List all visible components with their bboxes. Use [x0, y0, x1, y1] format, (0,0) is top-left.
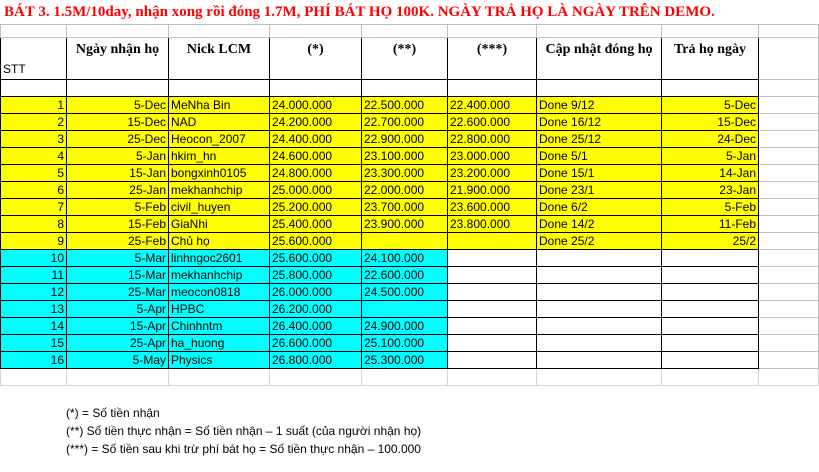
row-number[interactable]: 10: [1, 250, 67, 267]
sau-phi-cell[interactable]: [448, 318, 537, 335]
tra-ho-ngay-cell[interactable]: [662, 250, 759, 267]
empty-cell[interactable]: [169, 369, 270, 386]
ngay-nhan-cell[interactable]: 25-Jan: [67, 182, 169, 199]
cap-nhat-cell[interactable]: Done 14/2: [537, 216, 662, 233]
tra-ho-ngay-cell[interactable]: 24-Dec: [662, 131, 759, 148]
row-number[interactable]: 14: [1, 318, 67, 335]
row-number[interactable]: 2: [1, 114, 67, 131]
sau-phi-cell[interactable]: [448, 301, 537, 318]
cap-nhat-cell[interactable]: Done 23/1: [537, 182, 662, 199]
header-cap-nhat-dong-ho[interactable]: Cập nhật đóng họ: [537, 38, 662, 80]
table-row: [1, 114, 819, 131]
ngay-nhan-cell[interactable]: 25-Mar: [67, 284, 169, 301]
header-so-tien-nhan[interactable]: (*): [270, 38, 362, 80]
so-tien-nhan-cell[interactable]: 25.000.000: [270, 182, 362, 199]
cap-nhat-cell[interactable]: Done 15/1: [537, 165, 662, 182]
ngay-nhan-cell[interactable]: 25-Dec: [67, 131, 169, 148]
tra-ho-ngay-cell[interactable]: 15-Dec: [662, 114, 759, 131]
note-line: (**) Số tiền thực nhận = Số tiền nhận – 1 suất (của người nhận họ): [66, 424, 422, 438]
empty-row: [1, 80, 819, 97]
nick-cell[interactable]: mekhanhchip: [169, 182, 270, 199]
header-tra-ho-ngay[interactable]: Trả họ ngày: [662, 38, 759, 80]
tra-ho-ngay-cell[interactable]: [662, 352, 759, 369]
nick-cell[interactable]: linhngoc2601: [169, 250, 270, 267]
so-tien-thuc-nhan-cell[interactable]: 25.100.000: [362, 335, 448, 352]
so-tien-nhan-cell[interactable]: 26.200.000: [270, 301, 362, 318]
cap-nhat-cell[interactable]: [537, 284, 662, 301]
sau-phi-cell[interactable]: [448, 267, 537, 284]
row-number[interactable]: 3: [1, 131, 67, 148]
tra-ho-ngay-cell[interactable]: 5-Feb: [662, 199, 759, 216]
row-number[interactable]: 7: [1, 199, 67, 216]
nick-cell[interactable]: Physics: [169, 352, 270, 369]
empty-cell[interactable]: [759, 38, 819, 80]
tra-ho-ngay-cell[interactable]: 5-Dec: [662, 97, 759, 114]
sau-phi-cell[interactable]: [448, 233, 537, 250]
cap-nhat-cell[interactable]: Done 16/12: [537, 114, 662, 131]
so-tien-nhan-cell[interactable]: 24.800.000: [270, 165, 362, 182]
so-tien-thuc-nhan-cell[interactable]: 22.500.000: [362, 97, 448, 114]
sau-phi-cell[interactable]: [448, 352, 537, 369]
table-row: [1, 284, 819, 301]
empty-cell[interactable]: [759, 233, 819, 250]
table-row: [1, 216, 819, 233]
note-line: (*) = Số tiền nhận: [66, 406, 160, 420]
row-number[interactable]: 13: [1, 301, 67, 318]
note-line: (***) = Số tiền sau khi trừ phí bát họ = Số tiền thực nhận – 100.000: [66, 442, 421, 456]
so-tien-nhan-cell[interactable]: 24.400.000: [270, 131, 362, 148]
ngay-nhan-cell[interactable]: 5-Apr: [67, 301, 169, 318]
sau-phi-cell[interactable]: 22.600.000: [448, 114, 537, 131]
nick-cell[interactable]: Heocon_2007: [169, 131, 270, 148]
sau-phi-cell[interactable]: 23.800.000: [448, 216, 537, 233]
tra-ho-ngay-cell[interactable]: 25/2: [662, 233, 759, 250]
ngay-nhan-cell[interactable]: 15-Mar: [67, 267, 169, 284]
cap-nhat-cell[interactable]: [537, 301, 662, 318]
table-row: [1, 318, 819, 335]
sau-phi-cell[interactable]: [448, 284, 537, 301]
so-tien-thuc-nhan-cell[interactable]: 22.000.000: [362, 182, 448, 199]
cap-nhat-cell[interactable]: [537, 335, 662, 352]
nick-cell[interactable]: ha_huong: [169, 335, 270, 352]
empty-cell[interactable]: [759, 182, 819, 199]
empty-cell[interactable]: [759, 165, 819, 182]
so-tien-thuc-nhan-cell[interactable]: 22.900.000: [362, 131, 448, 148]
so-tien-nhan-cell[interactable]: 25.600.000: [270, 233, 362, 250]
empty-cell[interactable]: [759, 199, 819, 216]
nick-cell[interactable]: meocon0818: [169, 284, 270, 301]
ngay-nhan-cell[interactable]: 15-Apr: [67, 318, 169, 335]
tra-ho-ngay-cell[interactable]: 11-Feb: [662, 216, 759, 233]
tra-ho-ngay-cell[interactable]: [662, 284, 759, 301]
empty-row: [1, 369, 819, 386]
empty-cell[interactable]: [759, 216, 819, 233]
ngay-nhan-cell[interactable]: 5-Mar: [67, 250, 169, 267]
empty-cell[interactable]: [270, 369, 362, 386]
empty-cell[interactable]: [448, 369, 537, 386]
so-tien-thuc-nhan-cell[interactable]: 22.600.000: [362, 267, 448, 284]
empty-cell[interactable]: [759, 131, 819, 148]
so-tien-nhan-cell[interactable]: 25.200.000: [270, 199, 362, 216]
nick-cell[interactable]: civil_huyen: [169, 199, 270, 216]
empty-cell[interactable]: [759, 369, 819, 386]
row-number[interactable]: 12: [1, 284, 67, 301]
cap-nhat-cell[interactable]: Done 6/2: [537, 199, 662, 216]
empty-cell[interactable]: [759, 250, 819, 267]
cap-nhat-cell[interactable]: [537, 318, 662, 335]
row-number[interactable]: 4: [1, 148, 67, 165]
table-row: [1, 335, 819, 352]
row-number[interactable]: 5: [1, 165, 67, 182]
empty-cell[interactable]: [67, 369, 169, 386]
cap-nhat-cell[interactable]: Done 5/1: [537, 148, 662, 165]
row-number[interactable]: 8: [1, 216, 67, 233]
row-number[interactable]: 16: [1, 352, 67, 369]
header-row: [1, 38, 819, 80]
tra-ho-ngay-cell[interactable]: 14-Jan: [662, 165, 759, 182]
cap-nhat-cell[interactable]: Done 25/2: [537, 233, 662, 250]
ngay-nhan-cell[interactable]: 5-Dec: [67, 97, 169, 114]
table-row: [1, 199, 819, 216]
so-tien-thuc-nhan-cell[interactable]: [362, 233, 448, 250]
so-tien-thuc-nhan-cell[interactable]: 24.500.000: [362, 284, 448, 301]
so-tien-nhan-cell[interactable]: 26.800.000: [270, 352, 362, 369]
row-number[interactable]: 15: [1, 335, 67, 352]
so-tien-thuc-nhan-cell[interactable]: 24.900.000: [362, 318, 448, 335]
cap-nhat-cell[interactable]: Done 9/12: [537, 97, 662, 114]
header-stt[interactable]: STT: [1, 38, 67, 80]
empty-cell[interactable]: [759, 301, 819, 318]
empty-cell[interactable]: [759, 318, 819, 335]
table-row: [1, 267, 819, 284]
so-tien-thuc-nhan-cell[interactable]: 23.100.000: [362, 148, 448, 165]
row-number[interactable]: 11: [1, 267, 67, 284]
tra-ho-ngay-cell[interactable]: [662, 301, 759, 318]
table-row: [1, 250, 819, 267]
nick-cell[interactable]: Chủ họ: [169, 233, 270, 250]
sau-phi-cell[interactable]: 23.600.000: [448, 199, 537, 216]
tra-ho-ngay-cell[interactable]: 5-Jan: [662, 148, 759, 165]
nick-cell[interactable]: MeNha Bin: [169, 97, 270, 114]
spreadsheet-table: [0, 24, 819, 386]
nick-cell[interactable]: hkim_hn: [169, 148, 270, 165]
legend-notes: [66, 404, 421, 458]
empty-cell[interactable]: [759, 284, 819, 301]
ngay-nhan-cell[interactable]: 5-Jan: [67, 148, 169, 165]
row-number[interactable]: 6: [1, 182, 67, 199]
so-tien-nhan-cell[interactable]: 24.200.000: [270, 114, 362, 131]
empty-cell[interactable]: [759, 114, 819, 131]
ngay-nhan-cell[interactable]: 5-Feb: [67, 199, 169, 216]
ngay-nhan-cell[interactable]: 15-Feb: [67, 216, 169, 233]
row-number[interactable]: 9: [1, 233, 67, 250]
table-row: [1, 182, 819, 199]
tra-ho-ngay-cell[interactable]: 23-Jan: [662, 182, 759, 199]
header-nick-lcm[interactable]: Nick LCM: [169, 38, 270, 80]
so-tien-nhan-cell[interactable]: 26.000.000: [270, 284, 362, 301]
table-row: [1, 97, 819, 114]
empty-cell[interactable]: [759, 267, 819, 284]
sau-phi-cell[interactable]: 22.400.000: [448, 97, 537, 114]
sau-phi-cell[interactable]: 23.000.000: [448, 148, 537, 165]
cap-nhat-cell[interactable]: [537, 250, 662, 267]
empty-cell[interactable]: [759, 335, 819, 352]
so-tien-thuc-nhan-cell[interactable]: 23.700.000: [362, 199, 448, 216]
sheet-title: BÁT 3. 1.5M/10day, nhận xong rồi đóng 1.7M, PHÍ BÁT HỌ 100K. NGÀY TRẢ HỌ LÀ NGÀY TRÊN DEMO.: [4, 4, 715, 20]
so-tien-thuc-nhan-cell[interactable]: 22.700.000: [362, 114, 448, 131]
tra-ho-ngay-cell[interactable]: [662, 335, 759, 352]
so-tien-nhan-cell[interactable]: 26.400.000: [270, 318, 362, 335]
so-tien-thuc-nhan-cell[interactable]: 24.100.000: [362, 250, 448, 267]
sau-phi-cell[interactable]: 21.900.000: [448, 182, 537, 199]
nick-cell[interactable]: bongxinh0105: [169, 165, 270, 182]
so-tien-nhan-cell[interactable]: 24.600.000: [270, 148, 362, 165]
table-row: [1, 301, 819, 318]
so-tien-thuc-nhan-cell[interactable]: [362, 301, 448, 318]
header-sau-phi[interactable]: (***): [448, 38, 537, 80]
so-tien-nhan-cell[interactable]: 26.600.000: [270, 335, 362, 352]
empty-cell[interactable]: [759, 97, 819, 114]
so-tien-nhan-cell[interactable]: 25.400.000: [270, 216, 362, 233]
ngay-nhan-cell[interactable]: 5-May: [67, 352, 169, 369]
empty-cell[interactable]: [537, 369, 662, 386]
table-row: [1, 148, 819, 165]
sau-phi-cell[interactable]: 22.800.000: [448, 131, 537, 148]
header-so-tien-thuc-nhan[interactable]: (**): [362, 38, 448, 80]
so-tien-nhan-cell[interactable]: 25.600.000: [270, 250, 362, 267]
ngay-nhan-cell[interactable]: 25-Feb: [67, 233, 169, 250]
sau-phi-cell[interactable]: [448, 335, 537, 352]
header-ngay-nhan-ho[interactable]: Ngày nhận họ: [67, 38, 169, 80]
cap-nhat-cell[interactable]: Done 25/12: [537, 131, 662, 148]
so-tien-nhan-cell[interactable]: 25.800.000: [270, 267, 362, 284]
so-tien-thuc-nhan-cell[interactable]: 23.900.000: [362, 216, 448, 233]
so-tien-thuc-nhan-cell[interactable]: 23.300.000: [362, 165, 448, 182]
ngay-nhan-cell[interactable]: 25-Apr: [67, 335, 169, 352]
empty-row: [1, 25, 819, 38]
so-tien-thuc-nhan-cell[interactable]: 25.300.000: [362, 352, 448, 369]
nick-cell[interactable]: HPBC: [169, 301, 270, 318]
cap-nhat-cell[interactable]: [537, 352, 662, 369]
nick-cell[interactable]: GiaNhi: [169, 216, 270, 233]
empty-cell[interactable]: [662, 369, 759, 386]
tra-ho-ngay-cell[interactable]: [662, 318, 759, 335]
empty-cell[interactable]: [362, 369, 448, 386]
nick-cell[interactable]: mekhanhchip: [169, 267, 270, 284]
sau-phi-cell[interactable]: [448, 250, 537, 267]
ngay-nhan-cell[interactable]: 15-Jan: [67, 165, 169, 182]
sau-phi-cell[interactable]: 23.200.000: [448, 165, 537, 182]
tra-ho-ngay-cell[interactable]: [662, 267, 759, 284]
cap-nhat-cell[interactable]: [537, 267, 662, 284]
table-row: [1, 131, 819, 148]
empty-cell[interactable]: [759, 148, 819, 165]
row-number[interactable]: 1: [1, 97, 67, 114]
empty-cell[interactable]: [1, 369, 67, 386]
empty-cell[interactable]: [759, 352, 819, 369]
so-tien-nhan-cell[interactable]: 24.000.000: [270, 97, 362, 114]
ngay-nhan-cell[interactable]: 15-Dec: [67, 114, 169, 131]
table-row: [1, 352, 819, 369]
nick-cell[interactable]: Chinhntm: [169, 318, 270, 335]
nick-cell[interactable]: NAD: [169, 114, 270, 131]
table-row: [1, 233, 819, 250]
table-row: [1, 165, 819, 182]
